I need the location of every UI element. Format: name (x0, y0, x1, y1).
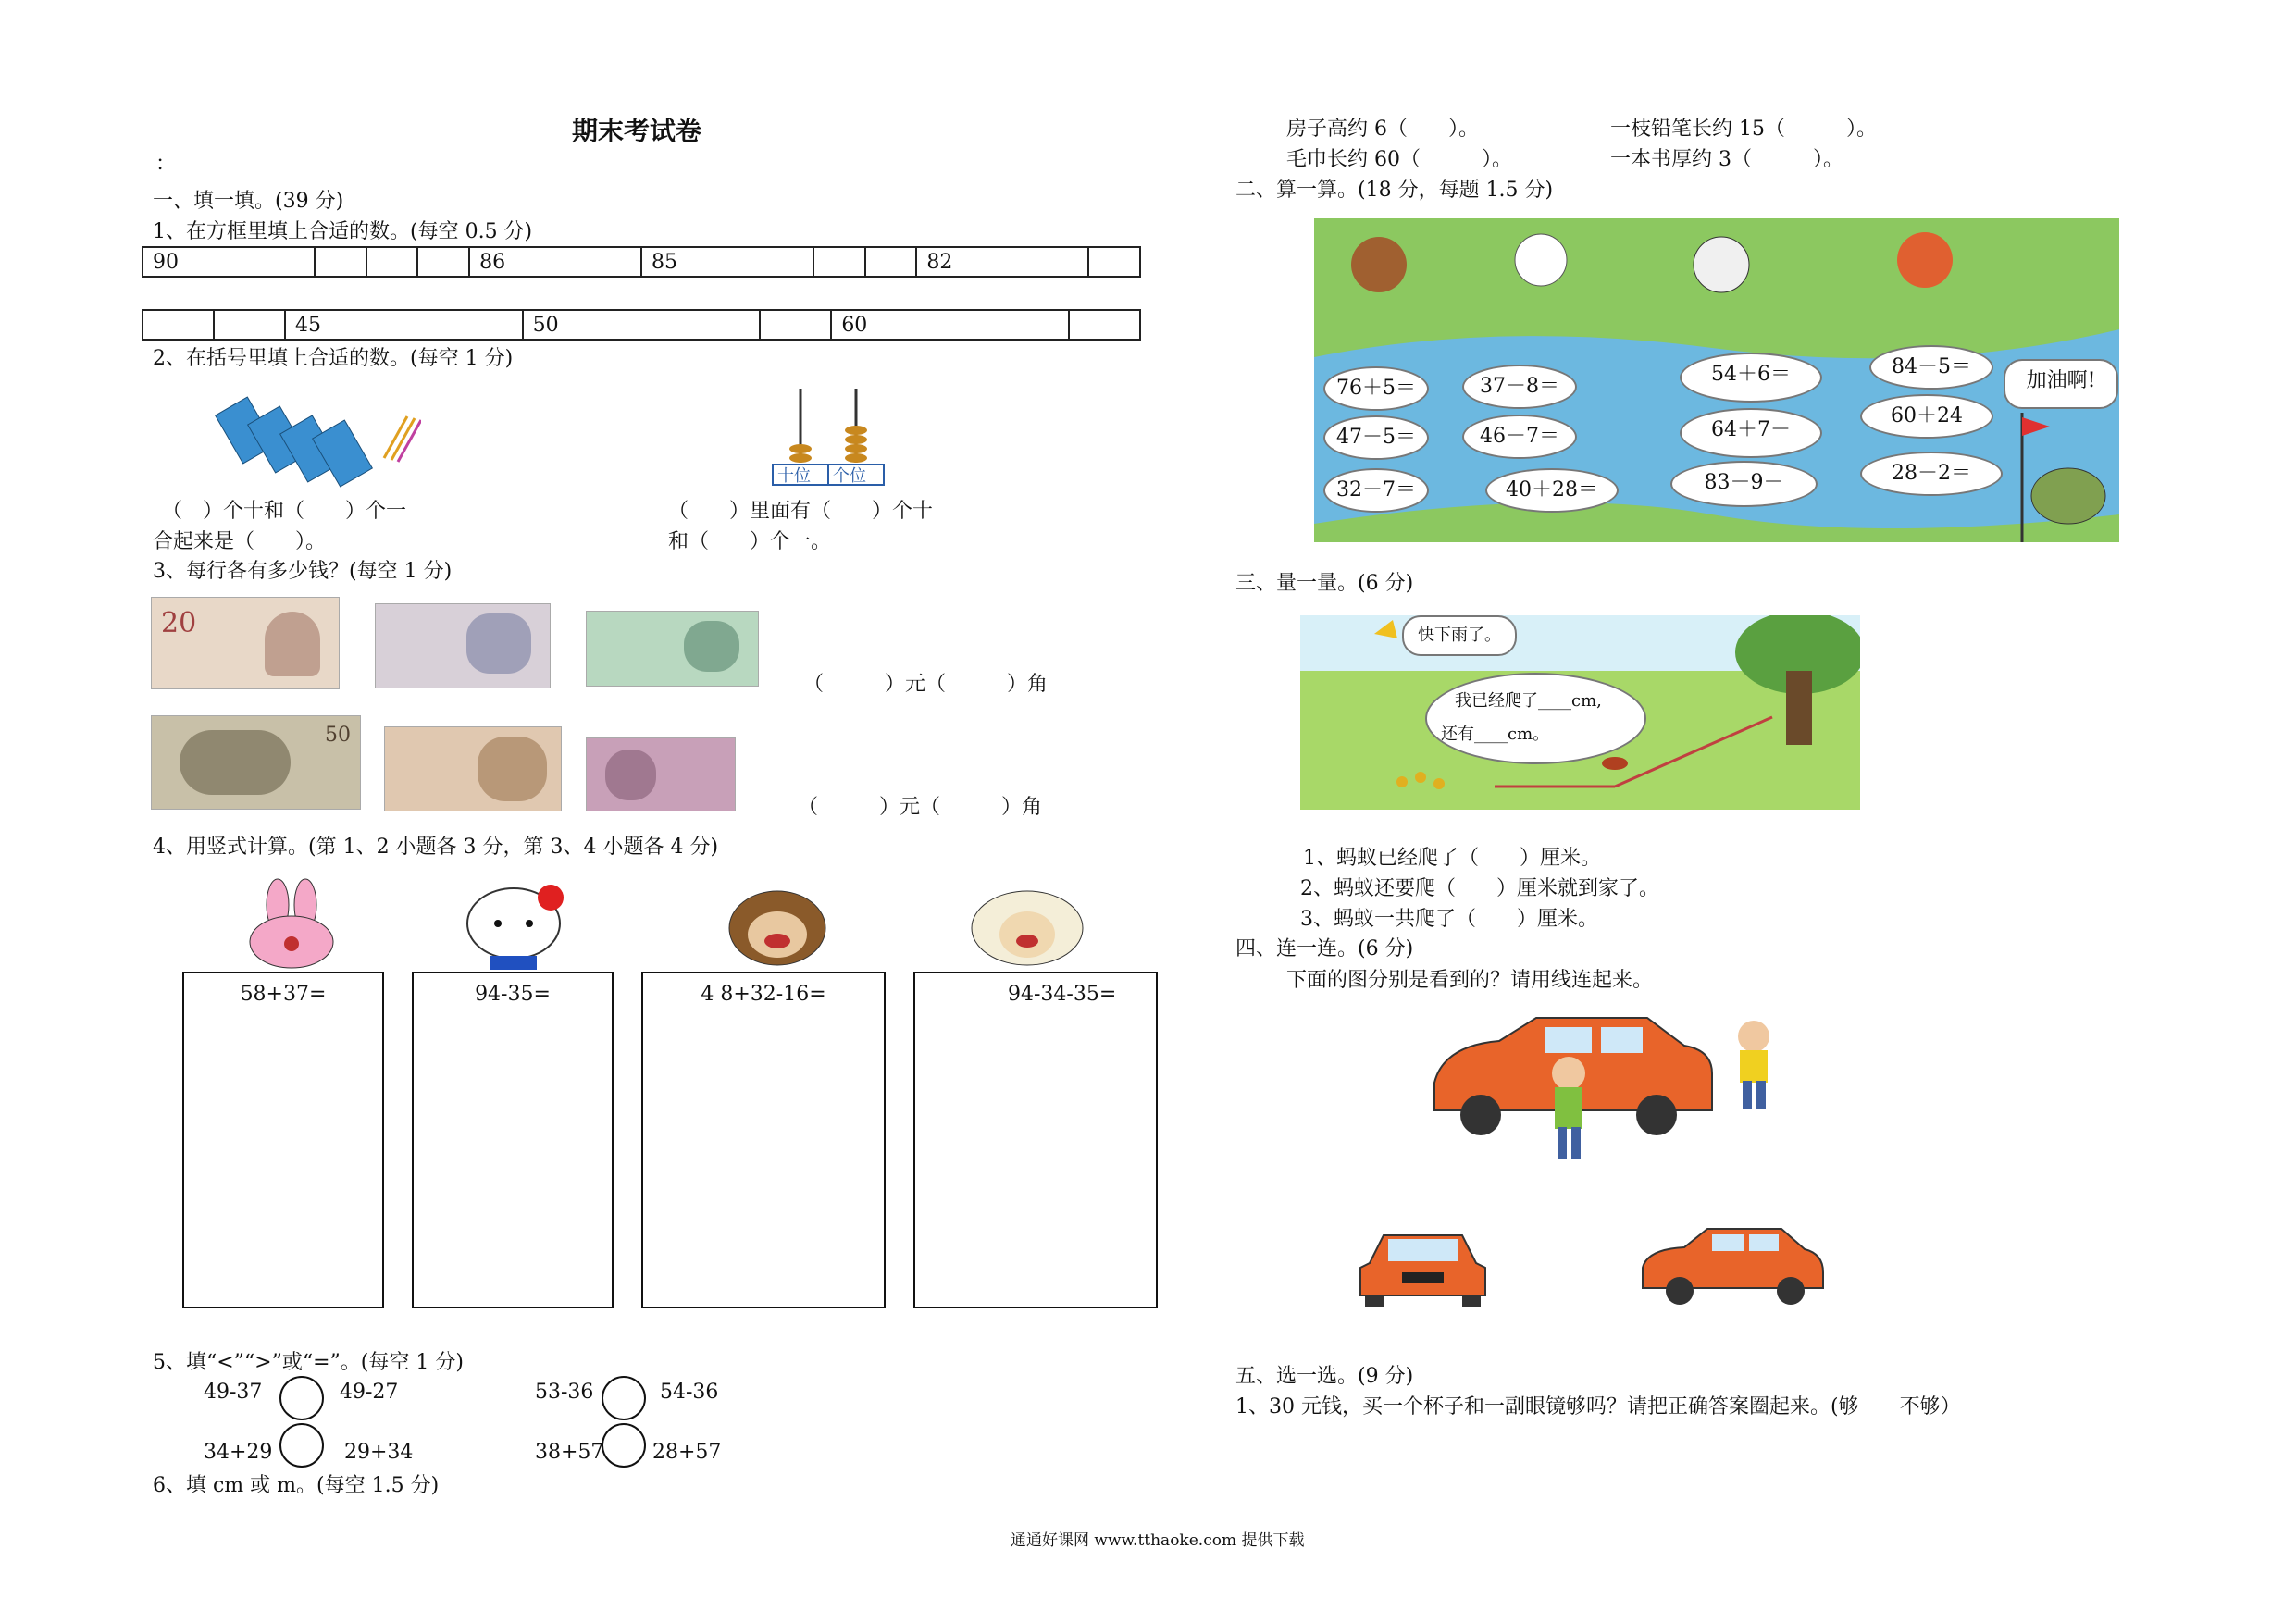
measure-q2: 2、蚂蚁还要爬（ ）厘米就到家了。 (1300, 877, 1659, 900)
compare-circle-3[interactable] (279, 1423, 324, 1468)
calc-item-2: 47－5＝ (1323, 415, 1429, 460)
q2-b-line1: （ ）里面有（ ）个十 (668, 500, 934, 523)
section-4-heading: 四、连一连。(6 分) (1235, 937, 1414, 960)
grid-cell: 85 (641, 247, 813, 277)
grid-cell: 90 (143, 247, 315, 277)
compare-3-left: 34+29 (204, 1441, 273, 1464)
number-grid-row-2 (142, 309, 1141, 341)
grid-cell[interactable] (214, 310, 285, 340)
q2-a-line1: （ ）个十和（ ）个一 (162, 500, 407, 523)
q3-answer-2: （ ）元（ ）角 (798, 796, 1043, 819)
section-2-heading: 二、算一算。(18 分，每题 1.5 分) (1235, 179, 1554, 202)
grid-cell[interactable] (813, 247, 865, 277)
measure-q1: 1、蚂蚁已经爬了（ ）厘米。 (1303, 847, 1601, 870)
calc-item-9: 83－9－ (1670, 461, 1818, 507)
grid-cell: 45 (285, 310, 523, 340)
compare-2-left: 53-36 (535, 1381, 594, 1404)
section-5-question-1: 1、30 元钱，买一个杯子和一副眼镜够吗？请把正确答案圈起来。(够 不够） (1235, 1395, 1961, 1419)
calc-item-8: 64＋7－ (1680, 408, 1822, 458)
compare-4-left: 38+57 (535, 1441, 604, 1464)
calc-item-7: 54＋6＝ (1680, 353, 1822, 403)
sheep-image (962, 884, 1092, 972)
q6-line1-b: 一枝铅笔长约 15（ ）。 (1610, 118, 1877, 141)
q2-a-line2: 合起来是（ ）。 (153, 530, 327, 553)
compare-1-right: 49-27 (340, 1381, 399, 1404)
question-1: 1、在方框里填上合适的数。(每空 0.5 分) (153, 220, 533, 243)
banknote-2-jiao-image (586, 611, 759, 687)
compare-3-right: 29+34 (344, 1441, 414, 1464)
vertical-calc-box-1[interactable] (182, 972, 384, 1308)
question-2: 2、在括号里填上合适的数。(每空 1 分) (153, 347, 514, 370)
page-title: 期末考试卷 (572, 116, 702, 146)
title-colon: ： (155, 153, 177, 176)
grid-cell[interactable] (865, 247, 917, 277)
banknote-10-yuan-image (375, 603, 551, 688)
river-calc-image (1314, 218, 2119, 542)
number-grid-row-1 (142, 246, 1141, 278)
calc-item-10: 84－5＝ (1869, 345, 1993, 390)
car-with-kids-image (1425, 1009, 1805, 1171)
banknote-20-yuan-image: 20 (151, 597, 340, 689)
compare-4-right: 28+57 (652, 1441, 722, 1464)
ant-measure-image (1300, 615, 1860, 810)
bird-speech: 快下雨了。 (1402, 615, 1517, 656)
compare-circle-2[interactable] (602, 1376, 646, 1420)
vertical-calc-box-2[interactable] (412, 972, 614, 1308)
question-3: 3、每行各有多少钱？(每空 1 分) (153, 560, 453, 583)
grid-cell[interactable] (760, 310, 831, 340)
grid-cell[interactable] (143, 310, 214, 340)
calc-item-12: 28－2＝ (1860, 452, 2003, 496)
calc-item-1: 76＋5＝ (1323, 366, 1429, 411)
section-1-heading: 一、填一填。(39 分) (153, 190, 344, 213)
q2-b-line2: 和（ ）个一。 (668, 530, 832, 553)
calc-expr-3: 4 8+32-16= (701, 983, 826, 1006)
calc-item-6: 40＋28＝ (1485, 468, 1619, 513)
ant-speech-line2: 还有____cm。 (1441, 725, 1550, 744)
compare-1-left: 49-37 (204, 1381, 263, 1404)
question-5: 5、填“<”“>”或“=”。(每空 1 分) (153, 1351, 464, 1374)
car-side-view-image (1633, 1221, 1828, 1309)
calc-expr-1: 58+37= (240, 983, 327, 1006)
calc-expr-4: 94-34-35= (1008, 983, 1117, 1006)
car-front-view-image (1351, 1226, 1495, 1309)
rabbit-image (231, 877, 352, 970)
hello-kitty-image (453, 877, 574, 970)
measure-q3: 3、蚂蚁一共爬了（ ）厘米。 (1300, 908, 1598, 931)
abacus-tens-label: 十位 (777, 466, 811, 486)
q6-line2-b: 一本书厚约 3（ ）。 (1610, 148, 1843, 171)
calc-item-4: 37－8＝ (1462, 365, 1577, 409)
compare-circle-1[interactable] (279, 1376, 324, 1420)
stick-bundles-image (208, 384, 421, 490)
grid-cell[interactable] (366, 247, 418, 277)
ant-speech-line1: 我已经爬了____cm, (1455, 691, 1602, 711)
grid-cell[interactable] (1069, 310, 1140, 340)
grid-cell: 50 (523, 310, 761, 340)
vertical-calc-box-4[interactable] (913, 972, 1158, 1308)
footer-text: 通通好课网 www.tthaoke.com 提供下载 (1011, 1531, 1305, 1550)
calc-item-11: 60＋24 (1860, 394, 1993, 439)
question-6: 6、填 cm 或 m。(每空 1.5 分) (153, 1474, 440, 1497)
banknote-5-yuan-image (384, 726, 562, 812)
section-5-heading: 五、选一选。(9 分) (1235, 1365, 1414, 1388)
q6-line2-a: 毛巾长约 60（ ）。 (1286, 148, 1512, 171)
calc-item-5: 46－7＝ (1462, 415, 1577, 459)
banknote-5-jiao-image (586, 737, 736, 812)
compare-2-right: 54-36 (660, 1381, 719, 1404)
q3-answer-1: （ ）元（ ）角 (803, 673, 1049, 696)
grid-cell[interactable] (1088, 247, 1140, 277)
question-4: 4、用竖式计算。(第 1、2 小题各 3 分，第 3、4 小题各 4 分) (153, 836, 719, 859)
cheer-bubble: 加油啊! (2004, 359, 2118, 409)
section-3-heading: 三、量一量。(6 分) (1235, 572, 1414, 595)
grid-cell[interactable] (417, 247, 469, 277)
section-4-description: 下面的图分别是看到的？请用线连起来。 (1286, 969, 1654, 992)
ant-speech-bubble (1425, 673, 1646, 764)
abacus-ones-label: 个位 (833, 466, 866, 486)
compare-circle-4[interactable] (602, 1423, 646, 1468)
monkey-image (713, 884, 842, 972)
grid-cell: 60 (831, 310, 1069, 340)
vertical-calc-box-3[interactable] (641, 972, 886, 1308)
calc-item-3: 32－7＝ (1323, 468, 1429, 513)
banknote-50-yuan-image: 50 (151, 715, 361, 810)
q6-line1-a: 房子高约 6（ ）。 (1286, 118, 1479, 141)
grid-cell[interactable] (315, 247, 366, 277)
grid-cell: 82 (916, 247, 1088, 277)
calc-expr-2: 94-35= (475, 983, 551, 1006)
grid-cell: 86 (469, 247, 641, 277)
